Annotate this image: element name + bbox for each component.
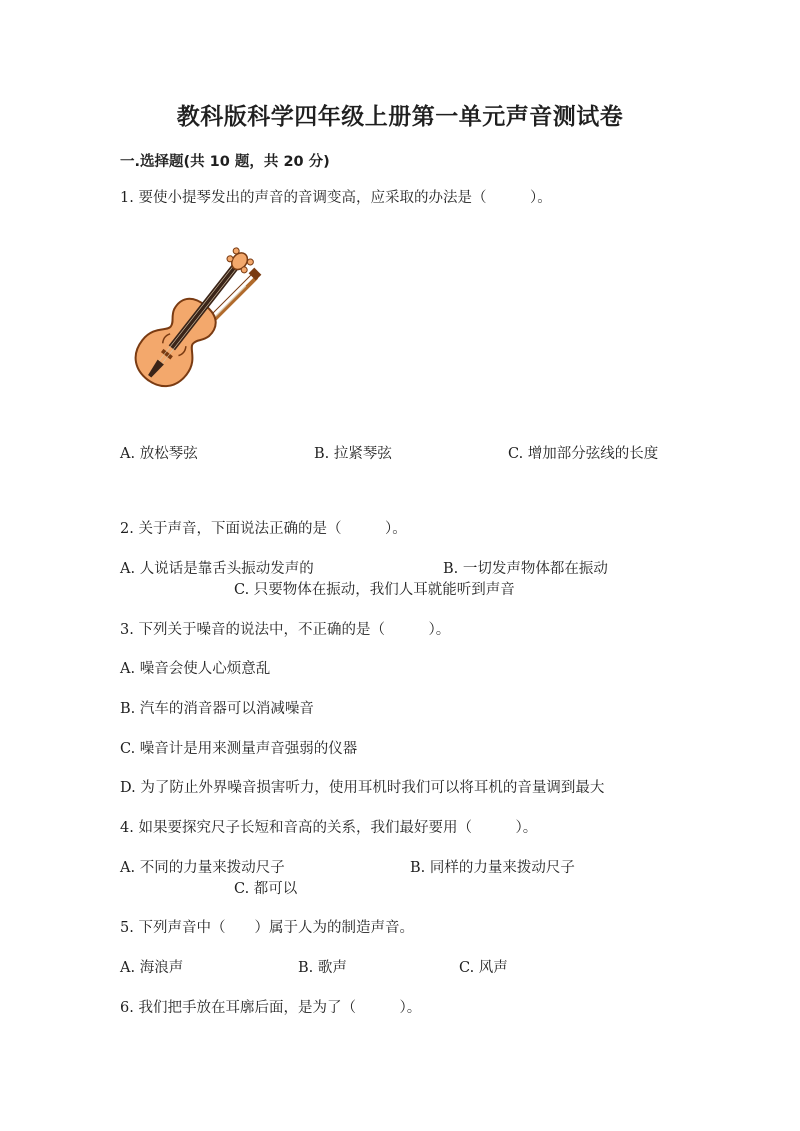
q4-option-c[interactable]: C. 都可以 <box>234 881 298 897</box>
q3-option-a[interactable]: A. 噪音会使人心烦意乱 <box>120 661 271 677</box>
q5-option-b[interactable]: B. 歌声 <box>298 960 347 976</box>
q2-option-c[interactable]: C. 只要物体在振动，我们人耳就能听到声音 <box>234 582 515 598</box>
question-3-stem: 3. 下列关于噪音的说法中，不正确的是（ ）。 <box>120 622 451 638</box>
question-5-stem: 5. 下列声音中（ ）属于人为的制造声音。 <box>120 920 414 936</box>
q3-option-b[interactable]: B. 汽车的消音器可以消减噪音 <box>120 701 314 717</box>
q5-option-a[interactable]: A. 海浪声 <box>120 960 184 976</box>
q5-option-c[interactable]: C. 风声 <box>459 960 508 976</box>
violin-illustration <box>118 240 268 395</box>
q2-option-b[interactable]: B. 一切发声物体都在振动 <box>443 561 608 577</box>
page-title: 教科版科学四年级上册第一单元声音测试卷 <box>176 104 624 130</box>
question-4-stem: 4. 如果要探究尺子长短和音高的关系，我们最好要用（ ）。 <box>120 820 538 836</box>
question-6-stem: 6. 我们把手放在耳廓后面，是为了（ ）。 <box>120 1000 422 1016</box>
question-1-stem: 1. 要使小提琴发出的声音的音调变高，应采取的办法是（ ）。 <box>120 190 552 206</box>
q4-option-b[interactable]: B. 同样的力量来拨动尺子 <box>410 860 575 876</box>
section-heading: 一.选择题(共 10 题，共 20 分) <box>120 154 330 170</box>
q1-option-c[interactable]: C. 增加部分弦线的长度 <box>508 446 659 462</box>
q3-option-c[interactable]: C. 噪音计是用来测量声音强弱的仪器 <box>120 741 358 757</box>
q1-option-b[interactable]: B. 拉紧琴弦 <box>314 446 392 462</box>
question-2-stem: 2. 关于声音，下面说法正确的是（ ）。 <box>120 521 407 537</box>
q3-option-d[interactable]: D. 为了防止外界噪音损害听力，使用耳机时我们可以将耳机的音量调到最大 <box>120 780 605 796</box>
q2-option-a[interactable]: A. 人说话是靠舌头振动发声的 <box>120 561 314 577</box>
q4-option-a[interactable]: A. 不同的力量来拨动尺子 <box>120 860 285 876</box>
violin-body <box>125 240 267 395</box>
q1-option-a[interactable]: A. 放松琴弦 <box>120 446 198 462</box>
